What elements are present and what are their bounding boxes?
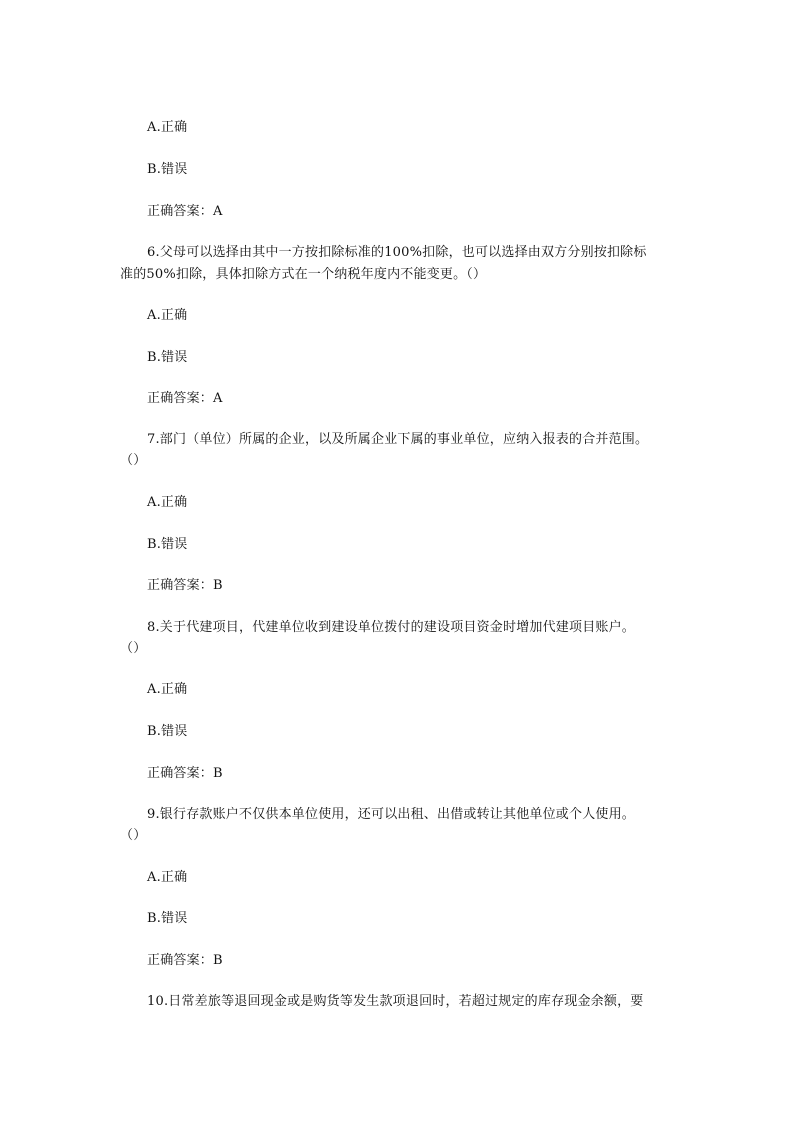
question-text-continued: （） <box>120 641 147 656</box>
option-b: B.错误 <box>147 911 188 926</box>
option-a: A.正确 <box>147 870 188 885</box>
option-b: B.错误 <box>147 350 188 365</box>
question-text: 8.关于代建项目，代建单位收到建设单位拨付的建设项目资金时增加代建项目账户。 <box>147 620 636 635</box>
option-b: B.错误 <box>147 724 188 739</box>
option-a: A.正确 <box>147 308 188 323</box>
correct-answer: 正确答案：A <box>147 391 223 406</box>
question-text: 9.银行存款账户不仅供本单位使用，还可以出租、出借或转让其他单位或个人使用。 <box>147 807 636 822</box>
question-text-continued: （） <box>120 828 147 843</box>
option-a: A.正确 <box>147 495 188 510</box>
option-b: B.错误 <box>147 537 188 552</box>
option-b: B.错误 <box>147 162 188 177</box>
question-text-continued: 准的50%扣除，具体扣除方式在一个纳税年度内不能变更。（） <box>120 267 487 282</box>
correct-answer: 正确答案：A <box>147 204 223 219</box>
correct-answer: 正确答案：B <box>147 953 223 968</box>
question-text-continued: （） <box>120 453 147 468</box>
correct-answer: 正确答案：B <box>147 578 223 593</box>
question-text: 10.日常差旅等退回现金或是购货等发生款项退回时，若超过规定的库存现金余额，要 <box>147 994 644 1009</box>
question-text: 6.父母可以选择由其中一方按扣除标准的100%扣除，也可以选择由双方分别按扣除标 <box>147 245 647 260</box>
question-text: 7.部门（单位）所属的企业，以及所属企业下属的事业单位，应纳入报表的合并范围。 <box>147 432 649 447</box>
option-a: A.正确 <box>147 682 188 697</box>
option-a: A.正确 <box>147 120 188 135</box>
correct-answer: 正确答案：B <box>147 766 223 781</box>
